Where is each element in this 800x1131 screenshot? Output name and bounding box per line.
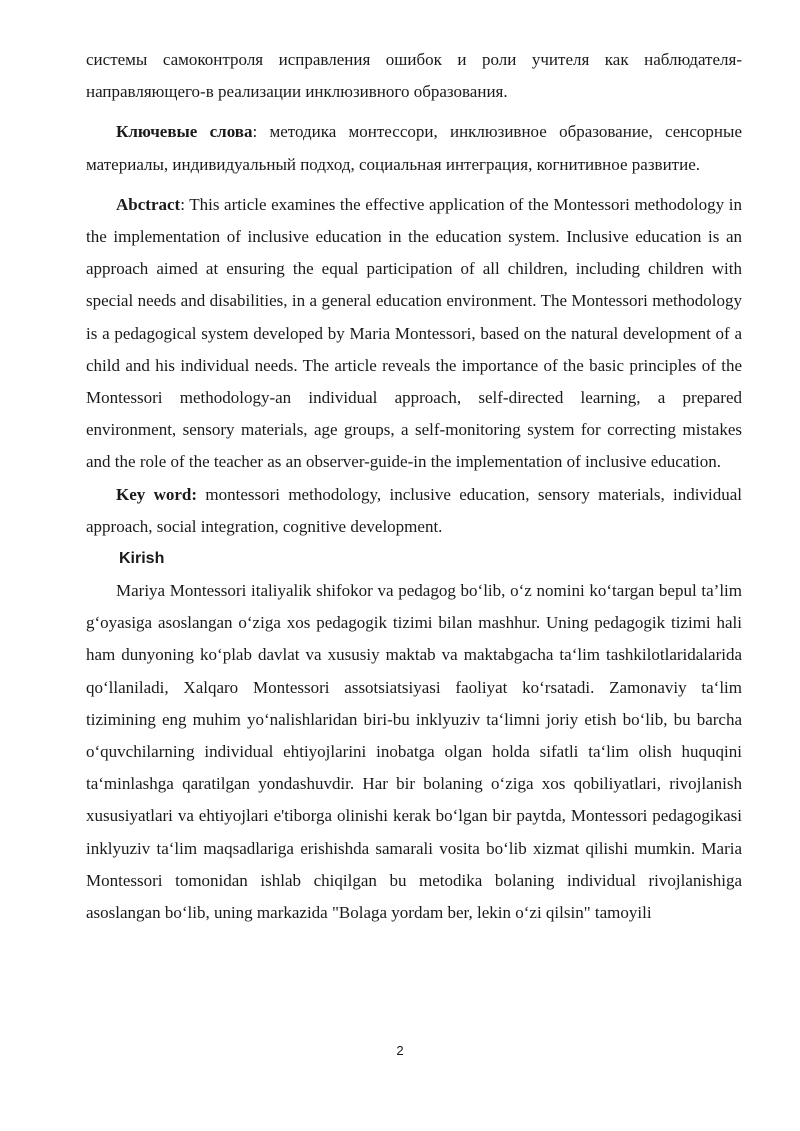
en-abstract-text: : This article examines the effective application of the Montessori methodology in the implementation of inclusive education in the education system. Inclusive education is an approach aimed at ensuring the equal participation of all children, including children with special needs and disabilities, in a general education environment. The Montessori methodology is a pedagogical system developed by Maria Montessori, based on the natural development of a child and his individual needs. The article reveals the importance of the basic principles of the Montessori methodology-an individual approach, self-directed learning, a prepared environment, sensory materials, age groups, a self-monitoring system for correcting mistakes and the role of the teacher as an observer-guide-in the implementation of inclusive education.: [86, 194, 742, 472]
en-abstract-label: Abctract: [116, 194, 181, 214]
intro-paragraph: Mariya Montessori italiyalik shifokor va pedagog bo‘lib, o‘z nomini ko‘targan bepul ta’lim g‘oyasiga asoslangan o‘ziga xos pedagogik tizimi bilan mashhur. Uning pedagogik tizimi hali ham dunyoning ko‘plab davlat va xususiy maktab va maktabgacha ta‘lim tashkilotlaridalarida qo‘llaniladi, Xalqaro Montessori assotsiatsiyasi faoliyat ko‘rsatadi. Zamonaviy ta‘lim tizimining eng muhim yo‘nalishlaridan biri-bu inklyuziv ta‘limni joriy etish bo‘lib, bu barcha o‘quvchilarning individual ehtiyojlarini inobatga olgan holda sifatli ta‘lim olish huquqini ta‘minlashga qaratilgan yondashuvdir. Har bir bolaning o‘ziga xos qobiliyatlari, rivojlanish xususiyatlari va ehtiyojlari e'tiborga olinishi kerak bo‘lgan bir paytda, Montessori pedagogikasi inklyuziv ta‘lim maqsadlariga erishishda samarali vosita bo‘lib xizmat qilishi mumkin. Maria Montessori tomonidan ishlab chiqilgan bu metodika bolaning individual rivojlanishiga asoslangan bo‘lib, uning markazida "Bolaga yordam ber, lekin o‘zi qilsin" tamoyili: [86, 581, 742, 923]
ru-keywords-text: : методика монтессори, инклюзивное образование, сенсорные материалы, индивидуальный подход, социальная интеграция, когнитивное развитие.: [86, 122, 742, 174]
ru-abstract-tail: системы самоконтроля исправления ошибок и роли учителя как наблюдателя-направляющего-в реализации инклюзивного образования.: [86, 50, 742, 102]
en-abstract: [86, 189, 742, 479]
page-number: 2: [396, 1043, 404, 1058]
document-page: [86, 44, 742, 929]
en-keywords: [86, 479, 742, 543]
en-keywords-label: Key word:: [116, 484, 198, 504]
ru-keywords-label: Ключевые слова: [116, 122, 253, 142]
en-keywords-text: montessori methodology, inclusive education, sensory materials, individual approach, social integration, cognitive development.: [86, 484, 742, 536]
ru-keywords: [86, 116, 742, 180]
section-heading: Kirish: [119, 550, 165, 568]
